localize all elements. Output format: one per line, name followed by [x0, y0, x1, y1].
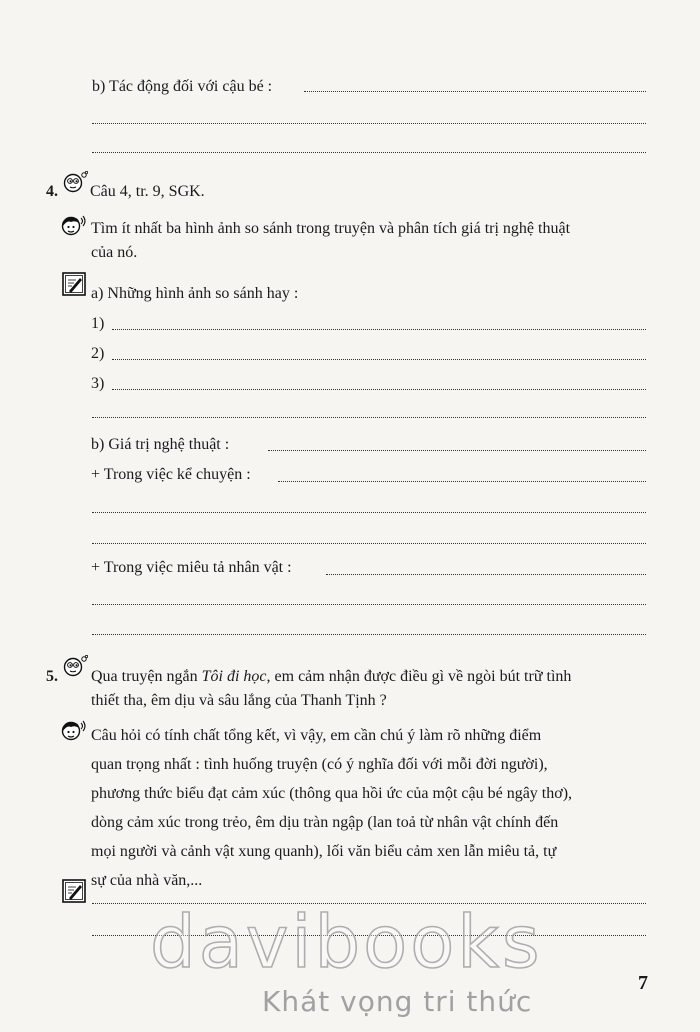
- speaking-face-icon: [61, 214, 87, 238]
- answer-line: [92, 542, 646, 544]
- list-number: 2): [91, 345, 105, 362]
- writing-notepad-icon: [62, 879, 86, 903]
- book-title: Tôi đi học: [201, 668, 267, 685]
- hint-line: dòng cảm xúc trong trẻo, êm dịu tràn ngập (lan toả từ nhân vật chính đến: [91, 814, 559, 831]
- answer-line: [326, 573, 646, 575]
- question-title: Câu 4, tr. 9, SGK.: [90, 183, 205, 200]
- part-a-label: a) Những hình ảnh so sánh hay :: [91, 285, 299, 302]
- part-b-label: b) Giá trị nghệ thuật :: [91, 436, 230, 453]
- hint-line: sự của nhà văn,...: [91, 872, 203, 889]
- story-telling-label: + Trong việc kể chuyện :: [91, 466, 251, 483]
- question-number: 4.: [46, 183, 58, 200]
- answer-line: [112, 328, 646, 330]
- answer-line: [304, 90, 646, 92]
- hint-paragraph: [91, 721, 651, 895]
- answer-line: [92, 603, 646, 605]
- question-text-part: , em cảm nhận được điều gì về ngòi bút trữ tình: [266, 668, 572, 685]
- question-text-part: Qua truyện ngắn: [91, 668, 202, 685]
- list-number: 3): [91, 375, 105, 392]
- page-number: 7: [638, 972, 648, 994]
- answer-line: [112, 388, 646, 390]
- hint-line: quan trọng nhất : tình huống truyện (có ý nghĩa đối với mỗi đời người),: [91, 756, 548, 773]
- answer-line: [278, 480, 646, 482]
- watermark-brand: davibooks: [150, 900, 543, 984]
- writing-notepad-icon: [62, 272, 86, 296]
- answer-line: [92, 633, 646, 635]
- watermark-slogan: Khát vọng tri thức: [262, 985, 533, 1018]
- answer-line: [92, 416, 646, 418]
- q3-part-b-label: b) Tác động đối với cậu bé :: [92, 78, 273, 95]
- question-text: thiết tha, êm dịu và sâu lắng của Thanh Tịnh ?: [91, 692, 387, 709]
- question-text: [91, 666, 571, 688]
- character-label: + Trong việc miêu tả nhân vật :: [91, 559, 292, 576]
- hint-line: của nó.: [91, 244, 138, 261]
- hint-line: phương thức biểu đạt cảm xúc (thông qua hồi ức của một cậu bé ngây thơ),: [91, 785, 573, 802]
- question-number: 5.: [46, 668, 58, 685]
- hint-line: Câu hỏi có tính chất tổng kết, vì vậy, em cần chú ý làm rõ những điểm: [91, 727, 542, 744]
- answer-line: [268, 449, 646, 451]
- thinking-face-icon: [62, 655, 88, 677]
- answer-line: [92, 511, 646, 513]
- answer-line: [92, 151, 646, 153]
- list-number: 1): [91, 315, 105, 332]
- thinking-face-icon: [62, 171, 88, 193]
- speaking-face-icon: [61, 719, 87, 743]
- hint-line: mọi người và cảnh vật xung quanh), lối văn biểu cảm xen lẫn miêu tả, tự: [91, 843, 557, 860]
- answer-line: [112, 358, 646, 360]
- hint-line: Tìm ít nhất ba hình ảnh so sánh trong truyện và phân tích giá trị nghệ thuật: [91, 220, 571, 237]
- answer-line: [92, 122, 646, 124]
